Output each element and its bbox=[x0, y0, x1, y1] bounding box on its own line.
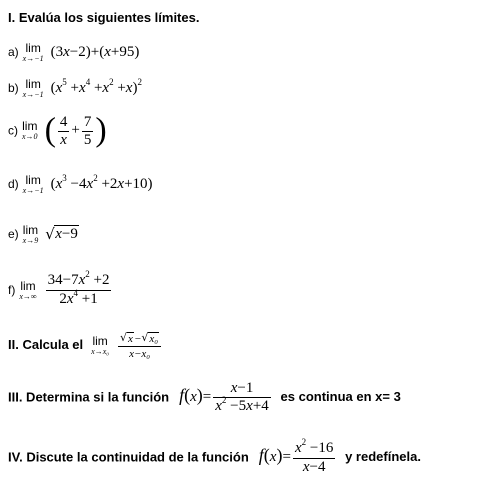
lim-subscript: x→−1 bbox=[22, 90, 44, 99]
item-e-label: e) bbox=[8, 227, 19, 242]
section-4-function: f(x)= $\frac{x^2 -16}{x-4}$ bbox=[258, 437, 334, 475]
item-b-limit bbox=[23, 78, 44, 99]
lim-subscript: x→0 bbox=[22, 132, 38, 142]
item-f bbox=[8, 269, 113, 309]
item-c-expression: ( $\frac{4}{x}$ + $\frac{7}{5}$ ) bbox=[44, 112, 107, 149]
item-d bbox=[8, 174, 153, 195]
item-c-limit bbox=[22, 120, 38, 141]
section-2-expression: √ x− √ x₀ x−x₀ bbox=[116, 340, 163, 352]
section-2-text: II. Calcula el bbox=[8, 337, 84, 353]
item-a bbox=[8, 42, 139, 63]
lim-subscript: x→9 bbox=[22, 236, 39, 245]
item-e-expression: √ x−9 bbox=[45, 225, 78, 244]
item-d-expression: $(x^3 -4x^2 +2x+10)$ bbox=[50, 173, 153, 193]
lim-word: lim bbox=[25, 173, 41, 187]
item-a-limit bbox=[23, 42, 44, 63]
section-2 bbox=[8, 332, 163, 361]
lim-subscript: x→−1 bbox=[22, 186, 44, 195]
item-b-expression: $(x^5 +x^4 +x^2 +x)^2$ bbox=[50, 77, 142, 97]
lim-subscript: x→−1 bbox=[22, 54, 44, 63]
item-e bbox=[8, 224, 79, 245]
item-b-label: b) bbox=[8, 81, 19, 96]
item-f-label: f) bbox=[8, 282, 16, 297]
section-3-function: f(x)= $\frac{x-1}{x^2 -5x+4}$ bbox=[179, 380, 269, 414]
section-3-after: es continua en x= 3 bbox=[280, 389, 401, 405]
item-f-expression: $\frac{34-7x^2 +2}{2x^4 +1}$ bbox=[47, 269, 110, 307]
item-e-limit bbox=[23, 224, 39, 245]
item-f-limit bbox=[19, 280, 36, 301]
section-2-limit bbox=[91, 335, 109, 356]
lim-word: lim bbox=[22, 223, 39, 237]
item-a-expression: (3x−2)+(x+95) bbox=[50, 44, 140, 61]
item-a-label: a) bbox=[8, 45, 19, 60]
item-c bbox=[8, 112, 107, 150]
item-d-label: d) bbox=[8, 177, 19, 192]
section-4-before: IV. Discute la continuidad de la función bbox=[8, 449, 249, 465]
item-b bbox=[8, 78, 142, 99]
lim-subscript: x→x₀ bbox=[91, 346, 110, 356]
item-c-label: c) bbox=[8, 123, 18, 138]
lim-word: lim bbox=[25, 41, 41, 55]
section-3-before: III. Determina si la función bbox=[8, 389, 170, 405]
section-3 bbox=[8, 380, 401, 416]
section-4-after: y redefínela. bbox=[345, 449, 421, 465]
lim-word: lim bbox=[22, 119, 38, 134]
item-d-limit bbox=[23, 174, 44, 195]
lim-word: lim bbox=[25, 77, 41, 91]
section-1-heading: I. Evalúa los siguientes límites. bbox=[8, 10, 200, 25]
lim-word: lim bbox=[92, 333, 108, 348]
section-4 bbox=[8, 437, 421, 476]
lim-subscript: x→∞ bbox=[19, 291, 37, 301]
lim-word: lim bbox=[20, 278, 36, 293]
